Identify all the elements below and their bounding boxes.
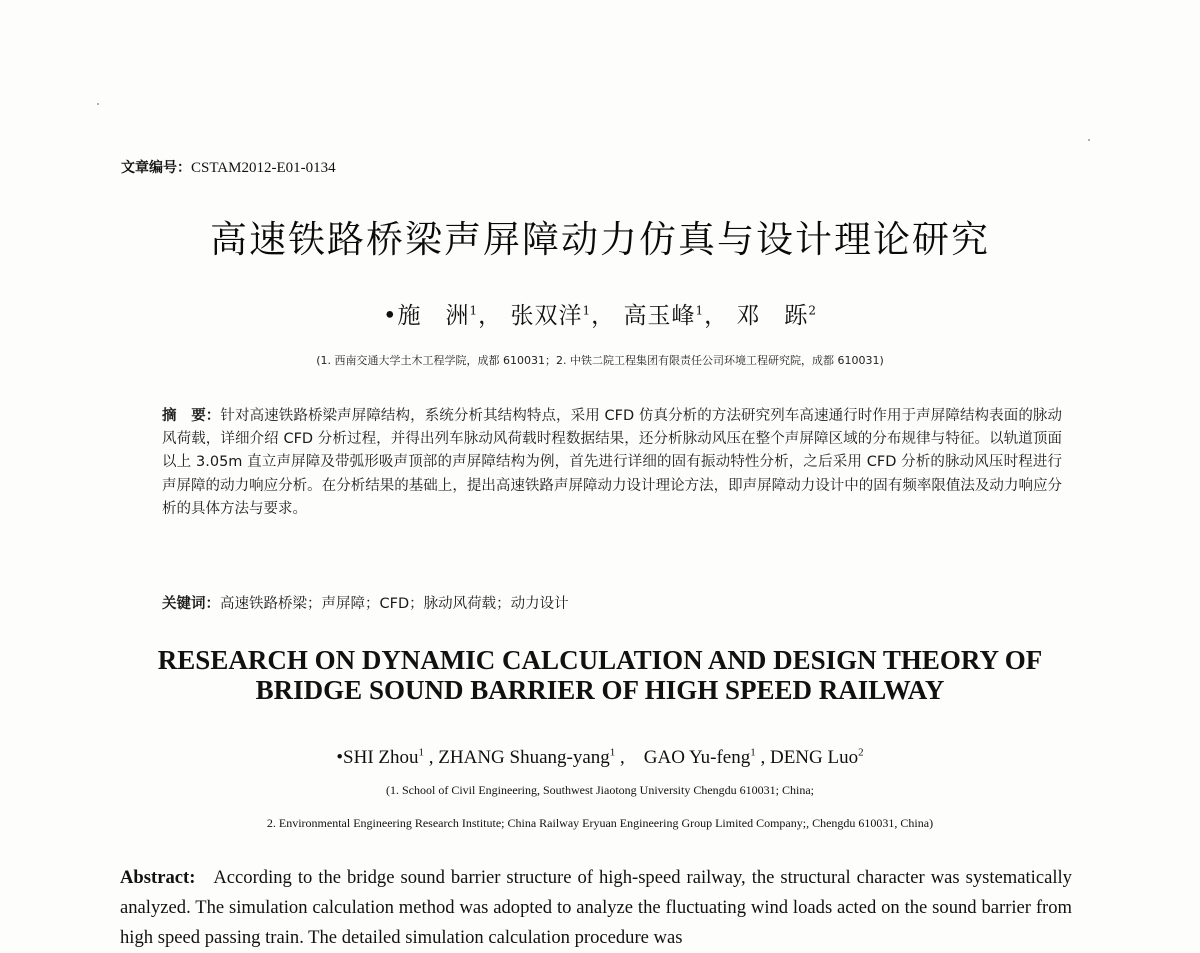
en-author: GAO Yu-feng — [643, 747, 751, 768]
article-number-label: 文章编号： — [121, 160, 191, 176]
en-title-line: RESEARCH ON DYNAMIC CALCULATION AND DESIGN THEORY OF — [157, 645, 1043, 675]
en-author: ZHANG Shuang-yang — [438, 747, 610, 768]
en-author-sup: 1 — [609, 746, 616, 759]
cn-author: •施 洲 — [382, 303, 470, 329]
cn-abstract-text: 针对高速铁路桥梁声屏障结构，系统分析其结构特点，采用 CFD 仿真分析的方法研究列车高速通行时作用于声屏障结构表面的脉动风荷载，详细介绍 CFD 分析过程，并得出列车脉动风荷载时程数据结果，还分析脉动风压在整个声屏障区域的分布规律与特征。以轨道顶面以上 3.05m 直立声屏障及带弧形吸声顶部的声屏障结构为例，首先进行详细的固有振动特性分析，之后采用 CFD 分析的脉动风压时程进行声屏障的动力响应分析。在分析结果的基础上，提出高速铁路声屏障动力设计理论方法，即声屏障动力设计中的固有频率限值法及动力响应分析的具体方法与要求。 — [162, 408, 1063, 517]
article-number-value: CSTAM2012-E01-0134 — [191, 160, 336, 176]
cn-keywords — [162, 592, 1062, 613]
en-author: •SHI Zhou — [336, 747, 419, 768]
en-author-sep: , — [424, 747, 439, 768]
cn-title: 高速铁路桥梁声屏障动力仿真与设计理论研究 — [210, 218, 990, 261]
cn-author: 邓 跞 — [736, 303, 809, 329]
cn-author-sep: ， — [478, 303, 503, 329]
cn-author-sup: 2 — [808, 303, 818, 318]
en-abstract — [120, 863, 1072, 953]
en-author-sup: 1 — [418, 746, 425, 759]
article-number — [121, 157, 336, 177]
cn-author-sup: 1 — [582, 303, 592, 318]
cn-keywords-label: 关键词： — [162, 596, 220, 612]
scan-speck — [1088, 139, 1090, 141]
cn-author-sup: 1 — [695, 303, 705, 318]
cn-author: 高玉峰 — [623, 303, 696, 329]
en-affiliation-1: (1. School of Civil Engineering, Southwest Jiaotong University Chengdu 610031; China; — [386, 783, 814, 797]
cn-abstract-label: 摘 要： — [162, 408, 221, 424]
cn-author-sup: 1 — [469, 303, 479, 318]
en-authors — [0, 742, 1200, 769]
en-title — [0, 645, 1200, 705]
en-author-sep: , — [615, 747, 644, 768]
cn-abstract — [162, 405, 1062, 521]
cn-keywords-text: 高速铁路桥梁；声屏障；CFD；脉动风荷载；动力设计 — [220, 596, 569, 612]
cn-authors — [0, 297, 1200, 330]
en-title-line: BRIDGE SOUND BARRIER OF HIGH SPEED RAILWAY — [255, 675, 945, 705]
en-author-sep: , — [755, 747, 770, 768]
en-author: DENG Luo — [769, 747, 859, 768]
en-author-sup: 2 — [858, 746, 864, 759]
cn-author: 张双洋 — [510, 303, 583, 329]
scan-speck — [97, 103, 99, 105]
cn-affiliation: (1. 西南交通大学土木工程学院，成都 610031；2. 中铁二院工程集团有限责任公司环境工程研究院，成都 610031) — [316, 354, 884, 367]
cn-author-sep: ， — [591, 303, 616, 329]
cn-author-sep: ， — [704, 303, 729, 329]
en-abstract-text: According to the bridge sound barrier structure of high-speed railway, the structural character was systematically analyzed. The simulation calculation method was adopted to analyze the fluctuating wind loads acted on the sound barrier from high speed passing train. The detailed simulation calculation procedure was — [120, 867, 1072, 948]
en-abstract-label: Abstract: — [120, 867, 196, 888]
en-affiliation-2: 2. Environmental Engineering Research Institute; China Railway Eryuan Engineering Group Limited Company;, Chengdu 610031, China) — [266, 816, 934, 830]
en-author-sup: 1 — [750, 746, 756, 759]
